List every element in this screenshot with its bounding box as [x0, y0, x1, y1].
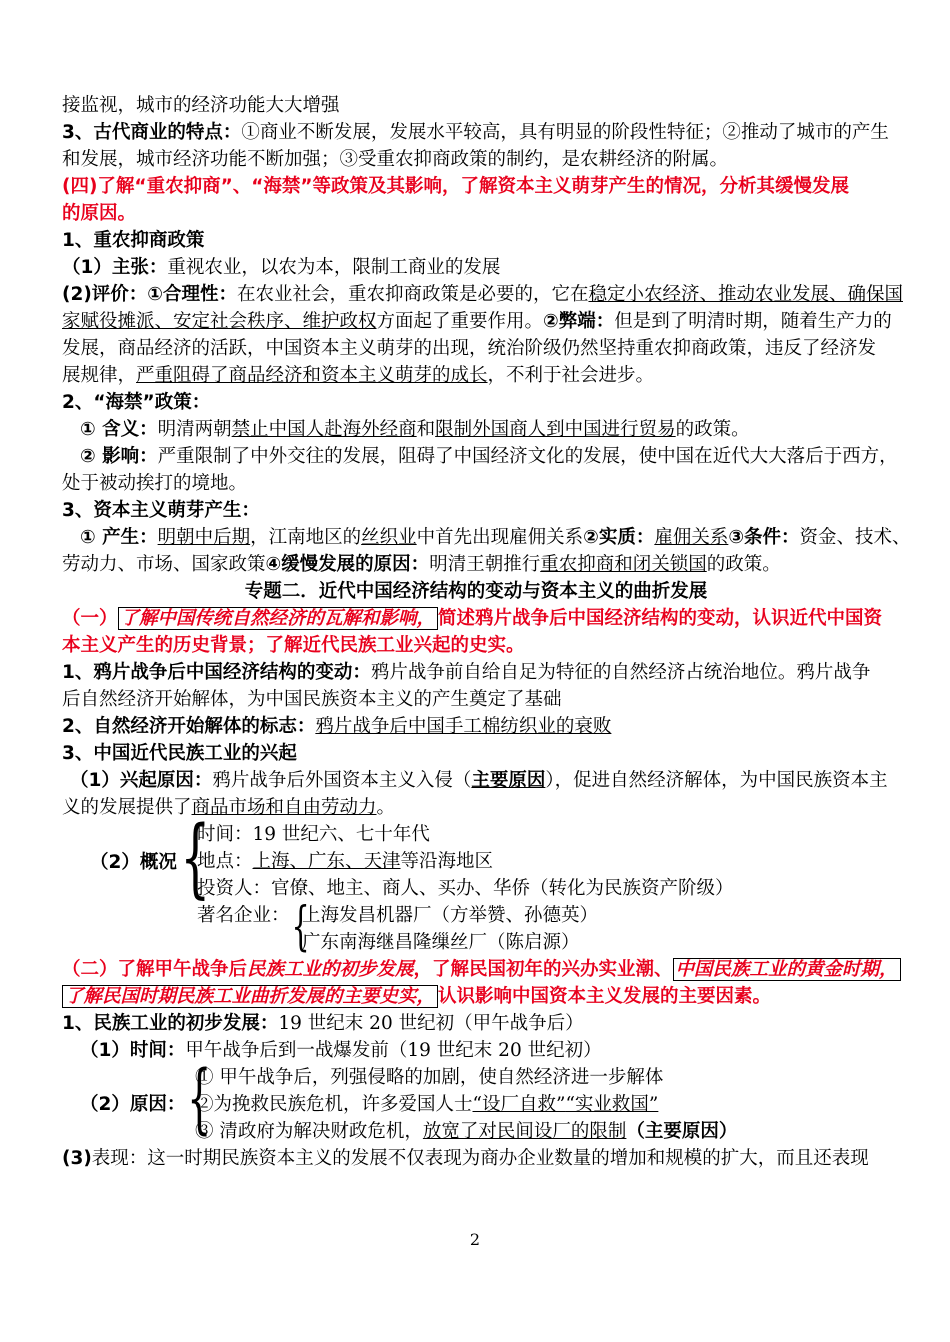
- label: （1）主张：: [62, 257, 168, 278]
- subheading: [62, 389, 890, 416]
- brace-icon: {: [291, 897, 310, 957]
- text-line: [302, 929, 580, 956]
- text: ，江南地区的: [250, 527, 362, 548]
- text: 认识影响中国资本主义发展的主要因素。: [438, 986, 772, 1007]
- text-line: [62, 281, 903, 308]
- text: 方面起了重要作用。: [376, 311, 544, 332]
- text: 著名企业：: [197, 905, 290, 926]
- text: 鸦片战争前自给自足为特征的自然经济占统治地位。鸦片战争: [370, 662, 871, 683]
- text-line: [62, 146, 890, 173]
- label: (2)评价：①合理性：: [62, 284, 237, 305]
- text-line: [62, 1145, 890, 1172]
- text: 19 世纪末 20 世纪初（甲午战争后）: [278, 1013, 584, 1034]
- text: 。: [376, 797, 396, 818]
- text: ①商业不断发展，发展水平较高，具有明显的阶段性特征；②推动了城市的产生: [241, 122, 889, 143]
- text-line: [197, 848, 493, 875]
- group-label: （2）概况: [90, 852, 177, 873]
- text: 明清王朝推行: [429, 554, 541, 575]
- underlined-text: 商品市场和自由劳动力: [191, 797, 377, 818]
- label: 1、鸦片战争后中国经济结构的变动：: [62, 662, 371, 683]
- text-line: [62, 335, 890, 362]
- text-line: [62, 767, 890, 794]
- text: 的政策。: [675, 419, 750, 440]
- text-line: [62, 686, 890, 713]
- text: ，了解民国初年的兴办实业潮、: [413, 959, 673, 980]
- boxed-text: 了解民国时期民族工业曲折发展的主要史实，: [62, 985, 438, 1008]
- underlined-text: 限制外国商人到中国进行贸易: [435, 419, 676, 440]
- text: 发展，商品经济的活跃，中国资本主义萌芽的出现，统治阶级仍然坚持重农抑商政策，违反了经济发: [62, 338, 877, 359]
- text: ），: [545, 770, 574, 791]
- text: 在农业社会，重农抑商政策是必要的，它在: [236, 284, 589, 305]
- text: ③ 清政府为解决财政危机，: [195, 1121, 423, 1142]
- underlined-text: 主要原因: [471, 770, 546, 791]
- text: 重视农业，以农为本，限制工商业的发展: [167, 257, 501, 278]
- label: ① 产生：: [80, 527, 158, 548]
- text-line: [62, 524, 911, 551]
- text: ，不利于社会进步。: [487, 365, 655, 386]
- underlined-text: “实业救国”: [565, 1094, 659, 1115]
- boxed-text: 了解中国传统自然经济的瓦解和影响，: [118, 607, 439, 630]
- text: 处于被动挨打的境地。: [62, 473, 248, 494]
- text: 等沿海地区: [400, 851, 494, 872]
- text-line: [302, 902, 598, 929]
- text: 展规律，: [62, 365, 137, 386]
- text: 上海发昌机器厂（方举赞、孙德英）: [302, 905, 599, 926]
- document-page: [62, 92, 911, 1172]
- underlined-text: “设厂自救”: [472, 1094, 566, 1115]
- text: 资金、技术、: [799, 527, 911, 548]
- heading: 3、古代商业的特点：: [62, 122, 242, 143]
- text: （二）了解甲午战争后: [62, 959, 248, 980]
- text-line: [62, 254, 890, 281]
- label: （1）兴起原因：: [70, 770, 213, 791]
- text: 义的发展提供了: [62, 797, 192, 818]
- text: 接监视，城市的经济功能大大增强: [62, 95, 340, 116]
- text: 简述鸦片战争后中国经济结构的变动，认识近代中国资: [438, 608, 883, 629]
- text-line: [62, 119, 890, 146]
- text-line: [62, 551, 890, 578]
- text-line: [62, 659, 890, 686]
- underlined-text: 上海、广东、天津: [252, 851, 401, 872]
- group-label: （2）原因：: [80, 1094, 186, 1115]
- text-line: [62, 92, 890, 119]
- underlined-text: 明朝中后期: [157, 527, 251, 548]
- section-heading: [62, 605, 890, 632]
- italic-text: 民族工业的初步发展: [247, 959, 414, 980]
- text: 鸦片战争后外国资本主义入侵（: [212, 770, 472, 791]
- page-number: 2: [469, 1230, 481, 1249]
- text: 但是到了明清时期，随着生产力的: [614, 311, 892, 332]
- underlined-text: 放宽了对民间设厂的限制: [422, 1121, 627, 1142]
- reasons-group: [62, 1053, 890, 1145]
- label: ②弊端：: [543, 311, 615, 332]
- text: 中首先出现雇佣关系: [416, 527, 584, 548]
- label: ③条件：: [728, 527, 800, 548]
- text: ②为挽救民族危机，许多爱国人士: [195, 1094, 473, 1115]
- text: 1、重农抑商政策: [62, 230, 205, 251]
- underlined-text: 禁止中国人赴海外经商: [231, 419, 417, 440]
- text-line: [197, 902, 290, 929]
- section-heading: [62, 632, 890, 659]
- text: （一）: [62, 608, 118, 629]
- text: 时间：19 世纪六、七十年代: [197, 824, 430, 845]
- text-line: [62, 1010, 890, 1037]
- text-line: [62, 713, 890, 740]
- text-line: [62, 416, 890, 443]
- label: （主要原因）: [626, 1121, 738, 1142]
- text-line: [195, 1064, 663, 1091]
- text-line: [62, 308, 890, 335]
- text: 表现：这一时期民族资本主义的发展不仅表现为商办企业数量的增加和规模的扩大，而且还表现: [91, 1148, 869, 1169]
- text-line: [62, 362, 890, 389]
- underlined-text: 鸦片战争后中国手工棉纺织业的衰败: [315, 716, 612, 737]
- underlined-text: 雇佣关系: [654, 527, 729, 548]
- text-line: [197, 875, 734, 902]
- text: 广东南海继昌隆缫丝厂（陈启源）: [302, 932, 580, 953]
- underlined-text: 丝织业: [361, 527, 417, 548]
- label: （1）时间：: [80, 1040, 186, 1061]
- overview-group: [62, 808, 890, 957]
- subheading: [62, 497, 890, 524]
- label: ② 影响：: [80, 446, 158, 467]
- label: ②实质：: [583, 527, 655, 548]
- text: 2、“海禁”政策：: [62, 392, 211, 413]
- text-line: [62, 470, 890, 497]
- underlined-text: 家赋役摊派、安定社会秩序、维护政权: [62, 311, 377, 332]
- text-line: [197, 821, 430, 848]
- underlined-text: 稳定小农经济、推动农业发展、确保国: [588, 284, 903, 305]
- text: 严重限制了中外交往的发展，阻碍了中国经济文化的发展，使中国在近代大大落后于西方，: [157, 446, 898, 467]
- label: ④缓慢发展的原因：: [265, 554, 430, 575]
- section-heading: [62, 173, 890, 200]
- section-heading: [62, 200, 890, 227]
- text: 和: [416, 419, 436, 440]
- underlined-text: 重农抑商和闭关锁国: [540, 554, 707, 575]
- text: 3、中国近代民族工业的兴起: [62, 743, 297, 764]
- text: 明清两朝: [157, 419, 232, 440]
- text: ① 甲午战争后，列强侵略的加剧，使自然经济进一步解体: [195, 1067, 664, 1088]
- text: 3、资本主义萌芽产生：: [62, 500, 260, 521]
- text-line: [62, 443, 898, 470]
- label: 2、自然经济开始解体的标志：: [62, 716, 316, 737]
- brace-icon: {: [187, 1053, 212, 1142]
- label: ① 含义：: [80, 419, 158, 440]
- underlined-text: 严重阻碍了商品经济和资本主义萌芽的成长: [136, 365, 488, 386]
- text-line: [195, 1118, 737, 1145]
- text: 甲午战争后到一战爆发前（19 世纪末 20 世纪初）: [185, 1040, 602, 1061]
- text: 投资人：官僚、地主、商人、买办、华侨（转化为民族资产阶级）: [197, 878, 734, 899]
- section-heading: [62, 983, 890, 1010]
- text: 专题二．近代中国经济结构的变动与资本主义的曲折发展: [244, 581, 708, 602]
- text: 劳动力、市场、国家政策: [62, 554, 266, 575]
- brace-icon: {: [180, 808, 211, 908]
- text: 的原因。: [62, 203, 137, 224]
- topic-title: [62, 578, 890, 605]
- text: 本主义产生的历史背景；了解近代民族工业兴起的史实。: [62, 635, 525, 656]
- text: 和发展，城市经济功能不断加强；③受重农抑商政策的制约，是农耕经济的附属。: [62, 149, 729, 170]
- text-line: [195, 1091, 658, 1118]
- label: 1、民族工业的初步发展：: [62, 1013, 279, 1034]
- section-heading: [62, 956, 898, 983]
- text: 地点：: [197, 851, 253, 872]
- text: 后自然经济开始解体，为中国民族资本主义的产生奠定了基础: [62, 689, 562, 710]
- text: (四)了解“重农抑商”、“海禁”等政策及其影响，了解资本主义萌芽产生的情况，分析其缓慢发展: [62, 176, 850, 197]
- subheading: [62, 740, 890, 767]
- boxed-text: 中国民族工业的黄金时期，: [673, 958, 901, 981]
- text: 促进自然经济解体，为中国民族资本主: [573, 770, 888, 791]
- label: (3): [62, 1148, 92, 1169]
- subheading: [62, 227, 890, 254]
- text: 的政策。: [706, 554, 781, 575]
